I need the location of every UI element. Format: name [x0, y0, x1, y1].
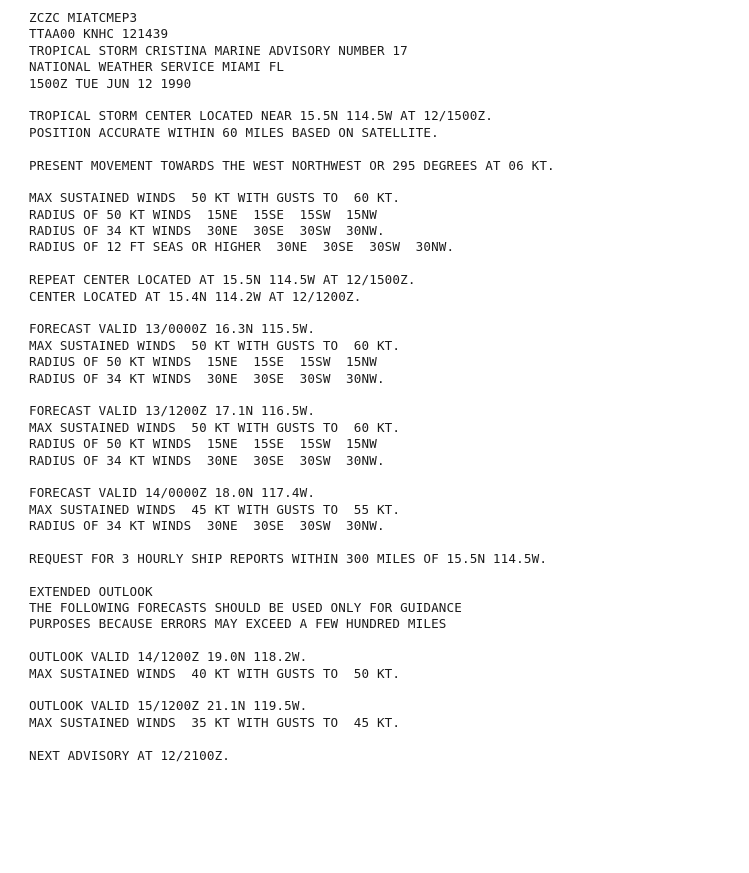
- header-line: TTAA00 KNHC 121439: [29, 26, 169, 42]
- paragraph-gap: [29, 141, 745, 157]
- forecast-line: RADIUS OF 34 KT WINDS 30NE 30SE 30SW 30NW.: [29, 452, 385, 468]
- forecast-line: FORECAST VALID 13/1200Z 17.1N 116.5W.: [29, 403, 316, 419]
- next-advisory-block: [29, 748, 745, 764]
- winds-line: RADIUS OF 12 FT SEAS OR HIGHER 30NE 30SE 30SW 30NW.: [29, 239, 455, 255]
- winds-line: RADIUS OF 34 KT WINDS 30NE 30SE 30SW 30NW.: [29, 223, 385, 239]
- repeat-line: CENTER LOCATED AT 15.4N 114.2W AT 12/1200Z.: [29, 288, 362, 304]
- paragraph-gap: [29, 535, 745, 551]
- forecast-line: FORECAST VALID 13/0000Z 16.3N 115.5W.: [29, 321, 316, 337]
- advisory-title: TROPICAL STORM CRISTINA MARINE ADVISORY NUMBER 17: [29, 42, 408, 58]
- paragraph-gap: [29, 305, 745, 321]
- forecast-block-2: [29, 403, 745, 469]
- paragraph-gap: [29, 92, 745, 108]
- winds-line: MAX SUSTAINED WINDS 50 KT WITH GUSTS TO 60 KT.: [29, 190, 401, 206]
- paragraph-gap: [29, 387, 745, 403]
- outlook-line: MAX SUSTAINED WINDS 35 KT WITH GUSTS TO 45 KT.: [29, 714, 401, 730]
- paragraph-gap: [29, 469, 745, 485]
- forecast-block-1: [29, 321, 745, 387]
- request-block: [29, 551, 745, 567]
- outlook-line: MAX SUSTAINED WINDS 40 KT WITH GUSTS TO 50 KT.: [29, 665, 401, 681]
- outlook-block-2: [29, 698, 745, 731]
- next-advisory-line: NEXT ADVISORY AT 12/2100Z.: [29, 747, 231, 763]
- repeat-block: [29, 272, 745, 305]
- request-line: REQUEST FOR 3 HOURLY SHIP REPORTS WITHIN 300 MILES OF 15.5N 114.5W.: [29, 550, 548, 566]
- outlook-block-1: [29, 649, 745, 682]
- extended-outlook-block: [29, 584, 745, 633]
- header-line: ZCZC MIATCMEP3: [29, 10, 138, 25]
- extended-outlook-line: THE FOLLOWING FORECASTS SHOULD BE USED ONLY FOR GUIDANCE: [29, 600, 462, 616]
- forecast-line: RADIUS OF 50 KT WINDS 15NE 15SE 15SW 15NW: [29, 354, 377, 370]
- forecast-line: RADIUS OF 34 KT WINDS 30NE 30SE 30SW 30NW.: [29, 518, 385, 534]
- winds-line: RADIUS OF 50 KT WINDS 15NE 15SE 15SW 15NW: [29, 206, 377, 222]
- outlook-line: OUTLOOK VALID 14/1200Z 19.0N 118.2W.: [29, 649, 308, 665]
- paragraph-gap: [29, 256, 745, 272]
- paragraph-gap: [29, 174, 745, 190]
- forecast-line: MAX SUSTAINED WINDS 50 KT WITH GUSTS TO 60 KT.: [29, 337, 401, 353]
- extended-outlook-heading: EXTENDED OUTLOOK: [29, 583, 153, 599]
- header-line: NATIONAL WEATHER SERVICE MIAMI FL: [29, 59, 285, 75]
- paragraph-gap: [29, 633, 745, 649]
- forecast-line: RADIUS OF 50 KT WINDS 15NE 15SE 15SW 15NW: [29, 436, 377, 452]
- forecast-line: FORECAST VALID 14/0000Z 18.0N 117.4W.: [29, 485, 316, 501]
- marine-advisory-document: [29, 10, 745, 764]
- forecast-line: MAX SUSTAINED WINDS 50 KT WITH GUSTS TO 60 KT.: [29, 419, 401, 435]
- center-block: [29, 108, 745, 141]
- center-line: POSITION ACCURATE WITHIN 60 MILES BASED ON SATELLITE.: [29, 124, 439, 140]
- repeat-line: REPEAT CENTER LOCATED AT 15.5N 114.5W AT 12/1500Z.: [29, 272, 416, 288]
- header-block: [29, 10, 745, 92]
- forecast-line: MAX SUSTAINED WINDS 45 KT WITH GUSTS TO 55 KT.: [29, 501, 401, 517]
- paragraph-gap: [29, 731, 745, 747]
- winds-block: [29, 190, 745, 256]
- forecast-block-3: [29, 485, 745, 534]
- movement-line: PRESENT MOVEMENT TOWARDS THE WEST NORTHWEST OR 295 DEGREES AT 06 KT.: [29, 157, 555, 173]
- issue-time: 1500Z TUE JUN 12 1990: [29, 75, 192, 91]
- center-line: TROPICAL STORM CENTER LOCATED NEAR 15.5N 114.5W AT 12/1500Z.: [29, 108, 493, 124]
- extended-outlook-line: PURPOSES BECAUSE ERRORS MAY EXCEED A FEW HUNDRED MILES: [29, 616, 447, 632]
- outlook-line: OUTLOOK VALID 15/1200Z 21.1N 119.5W.: [29, 698, 308, 714]
- forecast-line: RADIUS OF 34 KT WINDS 30NE 30SE 30SW 30NW.: [29, 370, 385, 386]
- paragraph-gap: [29, 567, 745, 583]
- movement-block: [29, 158, 745, 174]
- paragraph-gap: [29, 682, 745, 698]
